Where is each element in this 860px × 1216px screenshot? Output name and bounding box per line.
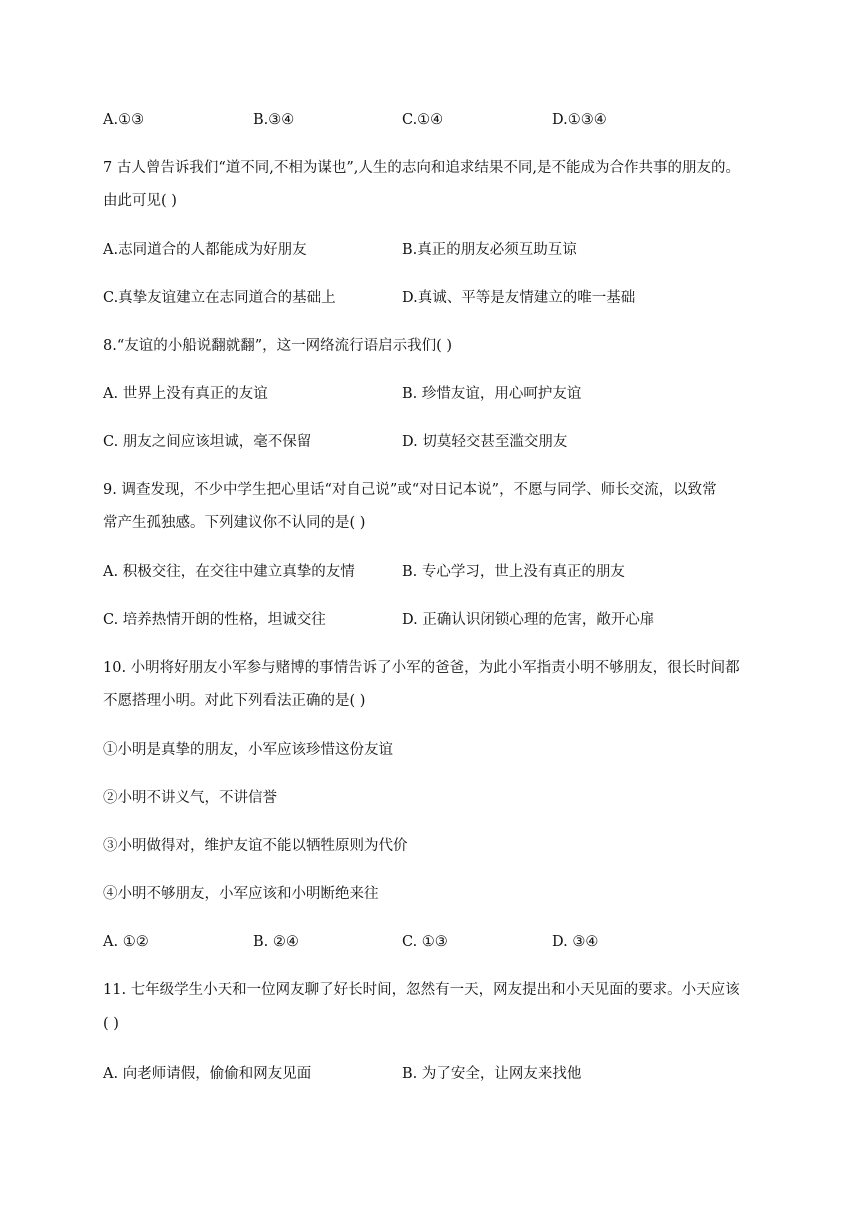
q10-statement-2: ②小明不讲义气，不讲信誉 bbox=[103, 790, 277, 806]
q7-option-a: A.志同道合的人都能成为好朋友 bbox=[103, 242, 307, 258]
q8-option-a: A. 世界上没有真正的友谊 bbox=[103, 386, 268, 402]
q8-option-c: C. 朋友之间应该坦诚，毫不保留 bbox=[103, 434, 312, 450]
q10-statement-3: ③小明做得对，维护友谊不能以牺牲原则为代价 bbox=[103, 838, 408, 854]
q10-stem-line-1: 10. 小明将好朋友小军参与赌博的事情告诉了小军的爸爸，为此小军指责小明不够朋友，很长时间都 bbox=[103, 660, 740, 676]
q10-option-a: A. ①② bbox=[103, 934, 149, 950]
q8-option-d: D. 切莫轻交甚至滥交朋友 bbox=[402, 434, 568, 450]
q10-statement-1: ①小明是真挚的朋友，小军应该珍惜这份友谊 bbox=[103, 742, 393, 758]
q9-option-c: C. 培养热情开朗的性格，坦诚交往 bbox=[103, 612, 326, 628]
q6-option-a: A.①③ bbox=[103, 112, 145, 128]
q10-stem-line-2: 不愿搭理小明。对此下列看法正确的是( ) bbox=[103, 693, 366, 709]
q7-stem-line-2: 由此可见( ) bbox=[103, 193, 177, 209]
q7-stem-line-1: 7 古人曾告诉我们“道不同,不相为谋也”,人生的志向和追求结果不同,是不能成为合作共事的朋友的。 bbox=[103, 160, 740, 176]
q8-stem-line-1: 8.“友谊的小船说翻就翻”，这一网络流行语启示我们( ) bbox=[103, 338, 453, 354]
q10-option-b: B. ②④ bbox=[253, 934, 299, 950]
q11-stem-line-2: ( ) bbox=[103, 1016, 119, 1032]
q9-option-d: D. 正确认识闭锁心理的危害，敞开心扉 bbox=[402, 612, 655, 628]
q7-option-b: B.真正的朋友必须互助互谅 bbox=[402, 242, 577, 258]
q6-option-b: B.③④ bbox=[253, 112, 295, 128]
q6-option-c: C.①④ bbox=[402, 112, 444, 128]
q10-option-d: D. ③④ bbox=[552, 934, 599, 950]
q11-stem-line-1: 11. 七年级学生小天和一位网友聊了好长时间，忽然有一天，网友提出和小天见面的要求。小天应该 bbox=[103, 982, 740, 998]
q10-option-c: C. ①③ bbox=[402, 934, 448, 950]
q9-stem-line-2: 常产生孤独感。下列建议你不认同的是( ) bbox=[103, 515, 366, 531]
q6-option-d: D.①③④ bbox=[552, 112, 607, 128]
q11-option-a: A. 向老师请假，偷偷和网友见面 bbox=[103, 1066, 312, 1082]
q11-option-b: B. 为了安全，让网友来找他 bbox=[402, 1066, 582, 1082]
q9-option-a: A. 积极交往，在交往中建立真挚的友情 bbox=[103, 564, 355, 580]
q7-option-c: C.真挚友谊建立在志同道合的基础上 bbox=[103, 290, 336, 306]
q10-statement-4: ④小明不够朋友，小军应该和小明断绝来往 bbox=[103, 886, 379, 902]
q9-stem-line-1: 9. 调查发现，不少中学生把心里话“对自己说”或“对日记本说”，不愿与同学、师长交流，以致常 bbox=[103, 482, 717, 498]
q8-option-b: B. 珍惜友谊，用心呵护友谊 bbox=[402, 386, 582, 402]
q9-option-b: B. 专心学习，世上没有真正的朋友 bbox=[402, 564, 625, 580]
q7-option-d: D.真诚、平等是友情建立的唯一基础 bbox=[402, 290, 636, 306]
